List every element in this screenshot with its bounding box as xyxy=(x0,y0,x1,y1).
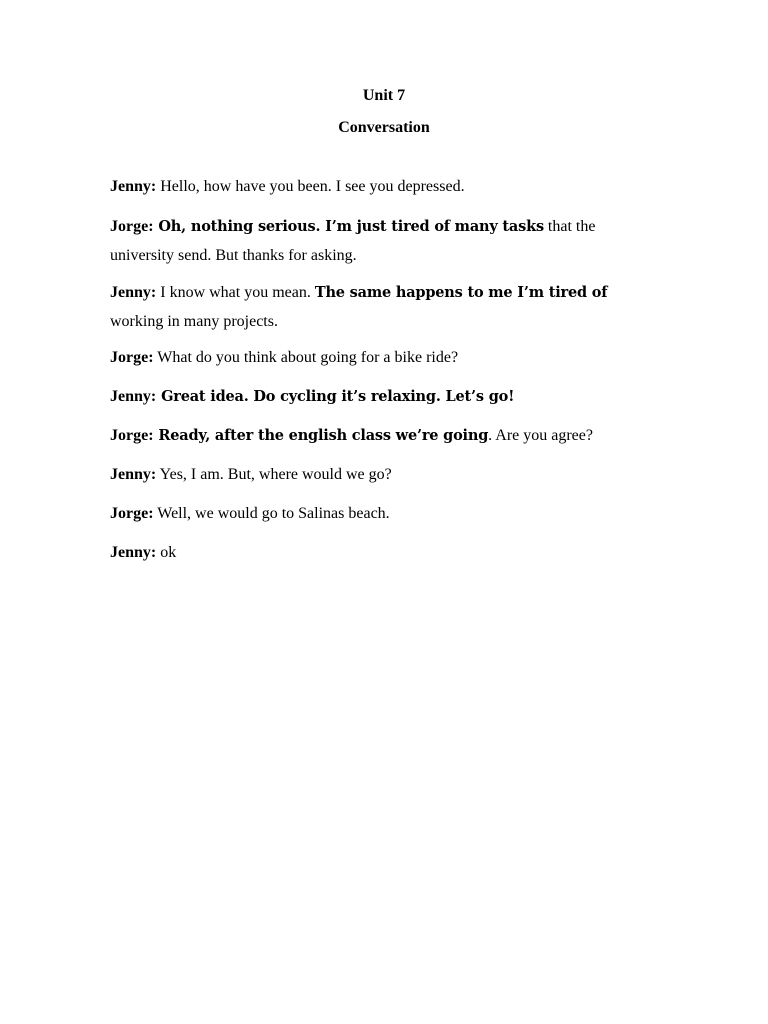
conversation xyxy=(110,177,655,582)
speaker-name: Jenny: xyxy=(110,388,157,405)
speaker-name: Jorge: xyxy=(110,505,154,522)
dialogue-line xyxy=(110,465,655,485)
dialogue-line xyxy=(110,387,655,407)
speaker-name: Jenny: xyxy=(110,178,157,195)
dialogue-text: Hello, how have you been. I see you depressed. xyxy=(156,178,465,195)
dialogue-line xyxy=(110,278,655,336)
dialogue-line xyxy=(110,348,655,368)
speaker-name: Jenny: xyxy=(110,466,157,483)
dialogue-text: Yes, I am. But, where would we go? xyxy=(156,466,392,483)
dialogue-text-emphasis: Great idea. Do cycling it’s relaxing. Let’s go! xyxy=(156,388,515,405)
speaker-name: Jorge: xyxy=(110,427,154,444)
dialogue-text: . Are you agree? xyxy=(488,427,593,444)
dialogue-text-emphasis: The same happens to me I’m tired of xyxy=(314,284,608,301)
speaker-name: Jenny: xyxy=(110,284,157,301)
dialogue-line xyxy=(110,426,655,446)
dialogue-line xyxy=(110,543,655,563)
dialogue-text: that the university send. But thanks for asking. xyxy=(110,218,596,264)
document-title: Unit 7 xyxy=(362,87,406,104)
dialogue-text: I know what you mean. xyxy=(156,284,315,301)
dialogue-line xyxy=(110,177,655,197)
dialogue-text: ok xyxy=(156,544,177,561)
speaker-name: Jorge: xyxy=(110,218,154,235)
speaker-name: Jenny: xyxy=(110,544,157,561)
dialogue-text: working in many projects. xyxy=(110,313,278,330)
speaker-name: Jorge: xyxy=(110,349,154,366)
dialogue-text: What do you think about going for a bike ride? xyxy=(153,349,459,366)
dialogue-line xyxy=(110,212,655,270)
dialogue-text: Well, we would go to Salinas beach. xyxy=(153,505,390,522)
dialogue-text-emphasis: Ready, after the english class we’re going xyxy=(153,427,489,444)
dialogue-line xyxy=(110,504,655,524)
dialogue-text-emphasis: Oh, nothing serious. I’m just tired of many tasks xyxy=(153,218,544,235)
document-subtitle: Conversation xyxy=(338,119,430,136)
